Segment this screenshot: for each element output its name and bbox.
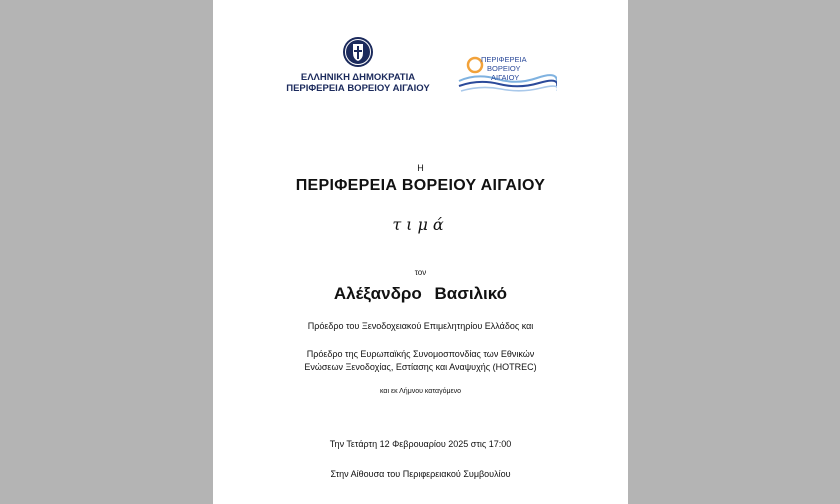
- honoree-role-2-line2: Ενώσεων Ξενοδοχίας, Εστίασης και Αναψυχής (HOTREC): [304, 362, 537, 372]
- region-logo: [457, 51, 557, 97]
- ton-text: τον: [414, 268, 427, 277]
- host-title: ΠΕΡΙΦΕΡΕΙΑ ΒΟΡΕΙΟΥ ΑΙΓΑΙΟΥ: [295, 177, 546, 194]
- gov-title-line2: ΠΕΡΙΦΕΡΕΙΑ ΒΟΡΕΙΟΥ ΑΙΓΑΙΟΥ: [286, 83, 430, 94]
- government-header: [283, 36, 433, 94]
- honoree-role-2: [213, 348, 628, 374]
- region-logo-line3: ΑΙΓΑΙΟΥ: [491, 73, 520, 82]
- honoree-name: Αλέξανδρο Βασιλικό: [333, 284, 508, 303]
- honoree-role-2-line1: Πρόεδρο της Ευρωπαϊκής Συνομοσπονδίας των Εθνικών: [306, 349, 535, 359]
- event-venue: Στην Αίθουσα του Περιφερειακού Συμβουλίου: [330, 469, 511, 479]
- hellenic-republic-emblem-icon: [342, 36, 374, 68]
- honors-text: τιμά: [392, 215, 449, 234]
- region-logo-line2: ΒΟΡΕΙΟΥ: [487, 64, 521, 73]
- region-logo-line1: ΠΕΡΙΦΕΡΕΙΑ: [481, 55, 527, 64]
- invitation-page: [213, 0, 628, 504]
- article-text: Η: [417, 163, 424, 173]
- gov-title-line1: ΕΛΛΗΝΙΚΗ ΔΗΜΟΚΡΑΤΙΑ: [300, 72, 416, 83]
- event-date: Την Τετάρτη 12 Φεβρουαρίου 2025 στις 17:00: [329, 439, 512, 449]
- honoree-role-1: Πρόεδρο του Ξενοδοχειακού Επιμελητηρίου Ελλάδος και: [307, 321, 534, 331]
- origin-text: και εκ Λήμνου καταγόμενο: [379, 388, 462, 395]
